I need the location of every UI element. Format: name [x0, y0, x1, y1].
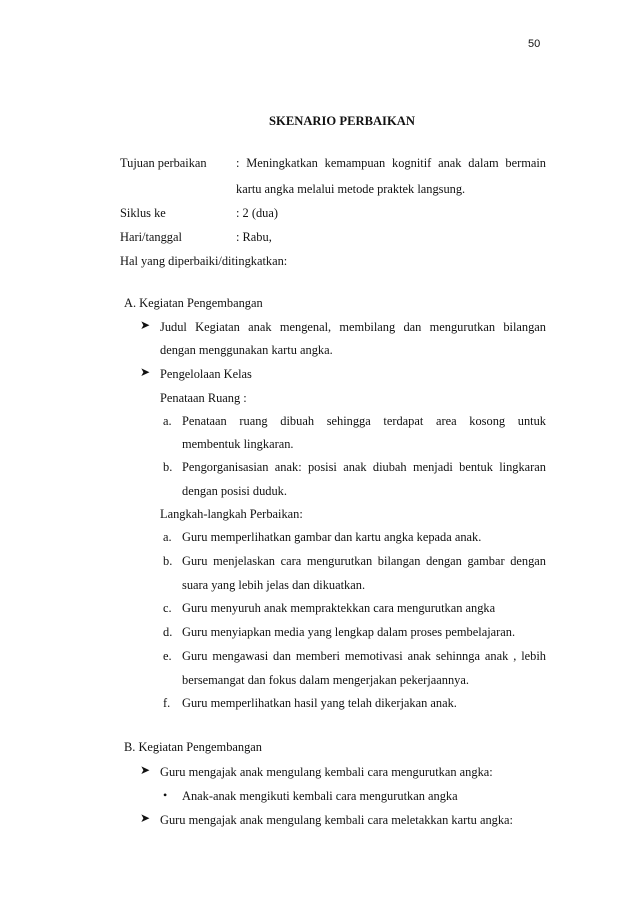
penataan-ruang: Penataan Ruang :: [160, 391, 247, 405]
step-line-1: Guru menjelaskan cara mengurutkan bilangan dengan gambar dengan: [182, 554, 546, 568]
step-line-1: Guru mengawasi dan memberi memotivasi anak sehinnga anak , lebih: [182, 649, 546, 663]
pengelolaan-kelas: Pengelolaan Kelas: [160, 367, 252, 381]
section-b-heading: B. Kegiatan Pengembangan: [124, 740, 262, 754]
arrow-bullet-icon: ➤: [140, 365, 151, 379]
penataan-a-label: a.: [163, 414, 172, 428]
penataan-b-line-1: Pengorganisasian anak: posisi anak diubah menjadi bentuk lingkaran: [182, 460, 546, 474]
section-b-item-2: Guru mengajak anak mengulang kembali cara meletakkan kartu angka:: [160, 813, 513, 827]
penataan-b-line-2: dengan posisi duduk.: [182, 484, 287, 498]
arrow-bullet-icon: ➤: [140, 811, 151, 825]
hari-label: Hari/tanggal: [120, 230, 182, 244]
tujuan-label: Tujuan perbaikan: [120, 156, 207, 170]
step-line-1: Guru menyiapkan media yang lengkap dalam proses pembelajaran.: [182, 625, 516, 639]
step-label: e.: [163, 649, 172, 663]
step-line-1: Guru menyuruh anak mempraktekkan cara mengurutkan angka: [182, 601, 496, 615]
arrow-bullet-icon: ➤: [140, 318, 151, 332]
section-b-item-1: Guru mengajak anak mengulang kembali cara mengurutkan angka:: [160, 765, 493, 779]
judul-line-1: Judul Kegiatan anak mengenal, membilang dan mengurutkan bilangan: [160, 320, 546, 334]
page-number: 50: [528, 38, 541, 50]
tujuan-line-2: kartu angka melalui metode praktek langsung.: [236, 182, 466, 196]
step-label: a.: [163, 530, 172, 544]
step-line-2: suara yang lebih jelas dan dikuatkan.: [182, 578, 366, 592]
siklus-label: Siklus ke: [120, 206, 166, 220]
step-label: c.: [163, 601, 172, 615]
step-label: b.: [163, 554, 173, 568]
tujuan-line-1: : Meningkatkan kemampuan kognitif anak dalam bermain: [236, 156, 546, 170]
page-title: [0, 114, 638, 129]
arrow-bullet-icon: ➤: [140, 763, 151, 777]
siklus-value: : 2 (dua): [236, 206, 278, 220]
penataan-b-label: b.: [163, 460, 173, 474]
section-b-sub-1: Anak-anak mengikuti kembali cara mengurutkan angka: [182, 789, 458, 803]
hari-value: : Rabu,: [236, 230, 272, 244]
step-line-2: bersemangat dan fokus dalam mengerjakan pekerjaannya.: [182, 673, 469, 687]
title-text: SKENARIO PERBAIKAN: [269, 114, 415, 128]
penataan-a-line-1: Penataan ruang dibuah sehingga terdapat area kosong untuk: [182, 414, 546, 428]
section-a-heading: A. Kegiatan Pengembangan: [124, 296, 263, 310]
step-line-1: Guru memperlihatkan gambar dan kartu angka kepada anak.: [182, 530, 482, 544]
judul-line-2: dengan menggunakan kartu angka.: [160, 343, 333, 357]
hal-diperbaiki: Hal yang diperbaiki/ditingkatkan:: [120, 254, 288, 268]
dot-bullet-icon: •: [163, 788, 168, 802]
penataan-a-line-2: membentuk lingkaran.: [182, 437, 294, 451]
step-label: f.: [163, 696, 171, 710]
step-line-1: Guru memperlihatkan hasil yang telah dikerjakan anak.: [182, 696, 457, 710]
step-label: d.: [163, 625, 173, 639]
langkah-perbaikan: Langkah-langkah Perbaikan:: [160, 507, 303, 521]
